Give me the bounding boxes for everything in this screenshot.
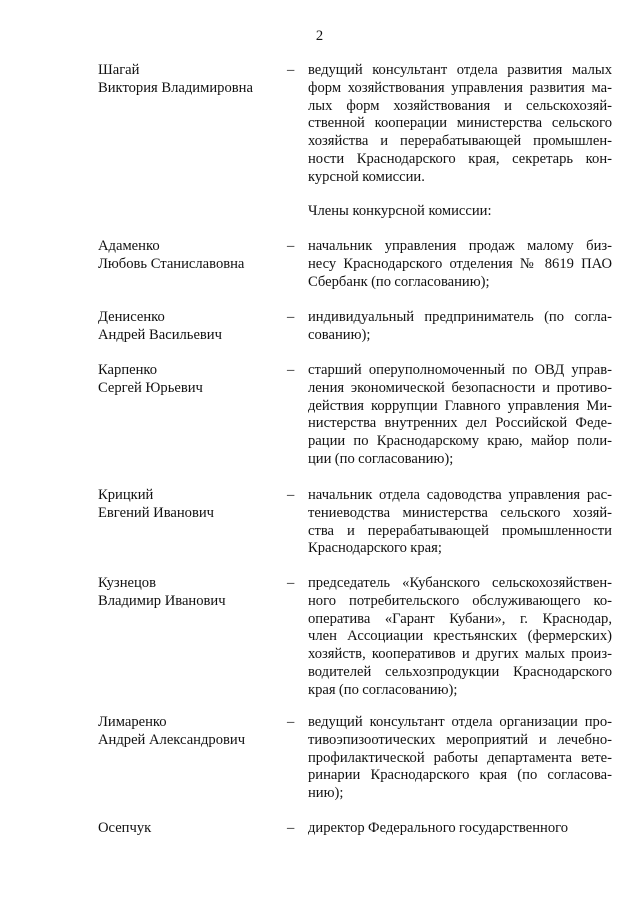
member-name-line: Денисенко (98, 309, 165, 325)
member-name (98, 238, 273, 274)
member-name (98, 362, 273, 398)
member-name-line: Андрей Васильевич (98, 326, 222, 343)
member-role-line: сованию); (308, 326, 371, 343)
member-name-line: Кузнецов (98, 575, 156, 591)
member-name (98, 487, 273, 523)
dash-separator: – (287, 362, 295, 378)
member-role (308, 309, 612, 345)
member-role-line: директор Федерального государственного (308, 820, 569, 836)
member-name-line: Крицкий (98, 487, 154, 503)
member-role (308, 714, 612, 803)
member-role-line: тениеводства министерства сельского хозяй- (308, 504, 612, 521)
member-role (308, 820, 612, 838)
member-role-line: края (по согласованию); (308, 681, 458, 698)
member-name-line: Сергей Юрьевич (98, 379, 203, 396)
member-role-line: начальник отдела садоводства управления рас- (308, 487, 612, 503)
member-role-line: старший оперуполномоченный по ОВД управ- (308, 362, 612, 378)
member-name-line: Лимаренко (98, 714, 167, 730)
member-role-line: курсной комиссии. (308, 168, 425, 185)
member-name-line: Евгений Иванович (98, 504, 215, 521)
member-role-line: нию); (308, 785, 344, 802)
member-role-line: ственной кооперации министерства сельского (308, 115, 612, 132)
member-name (98, 309, 273, 345)
member-name-line: Адаменко (98, 238, 160, 254)
member-role-line: лых форм хозяйствования и сельскохозяй- (308, 97, 612, 114)
member-name-line: Шагай (98, 62, 140, 78)
member-role-line: индивидуальный предприниматель (по согла- (308, 309, 612, 325)
member-name (98, 714, 273, 750)
member-role (308, 575, 612, 700)
member-role-line: ства и перерабатывающей промышленности (308, 522, 612, 539)
member-role-line: ведущий консультант отдела развития малых (308, 62, 612, 78)
member-role-line: ного потребительского обслуживающего ко- (308, 592, 612, 609)
member-role (308, 487, 612, 558)
member-name-line: Осепчук (98, 820, 152, 836)
member-role-line: Сбербанк (по согласованию); (308, 273, 490, 290)
member-role-line: действия коррупции Главного управления Ми- (308, 397, 612, 414)
member-name (98, 575, 273, 611)
member-name-line: Виктория Владимировна (98, 79, 253, 96)
member-name (98, 62, 273, 98)
member-role-line: водителей сельхозпродукции Краснодарского (308, 663, 612, 680)
dash-separator: – (287, 820, 295, 836)
member-role-line: форм хозяйствования управления развития ма- (308, 79, 612, 96)
member-role-line: член Ассоциации крестьянских (фермерских) (308, 628, 612, 645)
member-role-line: хозяйств, кооперативов и других малых произ- (308, 646, 612, 663)
member-role-line: ринарии Краснодарского края (по согласова- (308, 767, 612, 784)
member-name-line: Андрей Александрович (98, 731, 246, 748)
member-role-line: ления экономической безопасности и противо- (308, 379, 612, 396)
member-role-line: хозяйства и перерабатывающей промышлен- (308, 133, 612, 150)
dash-separator: – (287, 62, 295, 78)
member-role-line: рации по Краснодарскому краю, майор поли- (308, 433, 612, 450)
member-role-line: оператива «Гарант Кубани», г. Краснодар, (308, 610, 612, 627)
members-heading: Члены конкурсной комиссии: (308, 203, 492, 219)
member-role-line: ции (по согласованию); (308, 450, 454, 467)
member-role-line: профилактической работы департамента вете- (308, 749, 612, 766)
dash-separator: – (287, 575, 295, 591)
member-role-line: Краснодарского края; (308, 540, 442, 557)
member-role-line: ности Краснодарского края, секретарь кон- (308, 150, 612, 167)
dash-separator: – (287, 309, 295, 325)
dash-separator: – (287, 238, 295, 254)
member-role-line: несу Краснодарского отделения № 8619 ПАО (308, 255, 612, 272)
page-number: 2 (315, 28, 324, 44)
member-role-line: начальник управления продаж малому биз- (308, 238, 612, 254)
dash-separator: – (287, 487, 295, 503)
member-role-line: тивоэпизоотических мероприятий и лечебно- (308, 731, 612, 748)
member-name-line: Карпенко (98, 362, 158, 378)
member-role-line: нистерства внутренних дел Российской Феде- (308, 415, 612, 432)
dash-separator: – (287, 714, 295, 730)
member-role (308, 62, 612, 187)
member-name-line: Владимир Иванович (98, 592, 226, 609)
member-role-line: ведущий консультант отдела организации про- (308, 714, 612, 730)
member-role-line: председатель «Кубанского сельскохозяйствен- (308, 575, 612, 591)
member-role (308, 362, 612, 469)
member-name (98, 820, 273, 838)
member-name-line: Любовь Станиславовна (98, 255, 245, 272)
member-role (308, 238, 612, 291)
